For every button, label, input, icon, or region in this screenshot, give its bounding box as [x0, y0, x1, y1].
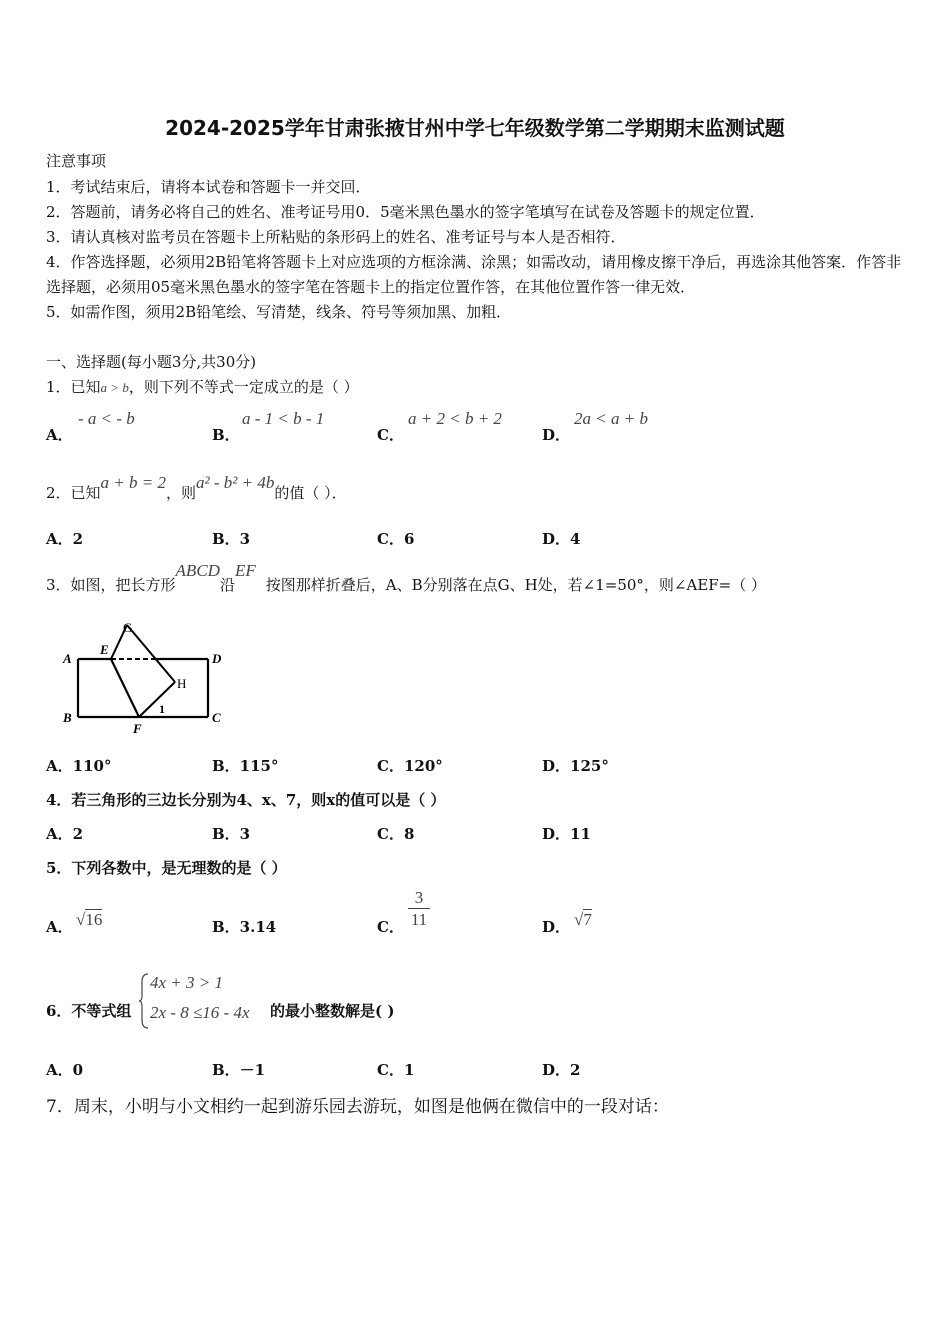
q2-post: 的值（ ）． [274, 484, 347, 502]
q3-option-d: D．125° [542, 757, 609, 775]
q5-option-a [76, 910, 102, 930]
q1-option-b-label: B． [212, 426, 240, 444]
page-title: 2024-2025学年甘肃张掖甘州中学七年级数学第二学期期末监测试题 [165, 116, 785, 140]
q5-option-d-label: D． [542, 918, 571, 936]
q3-option-c: C．120° [377, 757, 443, 775]
label-b: B [63, 710, 72, 725]
q3-mid: 沿 [219, 576, 235, 594]
notice-item-2: 2．答题前，请务必将自己的姓名、准考证号用0．5毫米黑色墨水的签字笔填写在试卷及答题卡的规定位置． [46, 203, 765, 221]
q5-option-c [408, 888, 430, 931]
notice-item-1: 1．考试结束后，请将本试卷和答题卡一并交回． [46, 178, 371, 196]
q5-option-b: B．3.14 [212, 918, 277, 936]
q1-option-c-label: C． [377, 426, 404, 444]
q2-expression: a² - b² + 4b [196, 473, 275, 492]
q2-option-d: D．4 [542, 530, 581, 548]
q2-pre: 2．已知 [46, 484, 101, 502]
q3-option-b: B．115° [212, 757, 279, 775]
q5-c-numerator: 3 [408, 888, 430, 909]
q2-option-b: B．3 [212, 530, 251, 548]
q4-option-b: B．3 [212, 825, 251, 843]
q4-option-c: C．8 [377, 825, 415, 843]
question-6-post: 的最小整数解是( ) [270, 1002, 395, 1020]
q6-option-d: D．2 [542, 1061, 581, 1079]
q6-option-b: B．－1 [212, 1061, 266, 1079]
question-3 [46, 560, 767, 594]
question-7: 7．周末，小明与小文相约一起到游乐园去游玩，如图是他俩在微信中的一段对话： [46, 1097, 669, 1117]
q3-option-a: A．110° [46, 757, 112, 775]
q6-option-c: C．1 [377, 1061, 415, 1079]
q2-option-c: C．6 [377, 530, 415, 548]
q5-d-radicand: 7 [583, 910, 592, 929]
label-e: E [100, 642, 109, 657]
fold-line-ef [111, 659, 139, 717]
q4-option-a: A．2 [46, 825, 84, 843]
q5-option-a-label: A． [46, 918, 73, 936]
notice-item-4: 4．作答选择题，必须用2B铅笔将答题卡上对应选项的方框涂满、涂黑；如需改动，请用橡皮擦干净后，再选涂其他答案．作答非选择题，必须用05毫米黑色墨水的签字笔在答题卡上的指定位置作答，在其他位置作答一律无效． [46, 253, 902, 296]
label-c: C [212, 710, 221, 725]
question-4: 4．若三角形的三边长分别为4、x、7，则x的值可以是（ ） [46, 791, 446, 809]
label-a: A [63, 651, 72, 666]
q3-pre: 3．如图，把长方形 [46, 576, 176, 594]
q2-mid: ，则 [166, 484, 197, 502]
q5-option-c-label: C． [377, 918, 404, 936]
q3-fold-line: EF [234, 561, 256, 580]
q1-option-a-label: A． [46, 426, 73, 444]
question-6-pre: 6．不等式组 [46, 1002, 132, 1020]
segment-hf [139, 682, 175, 717]
sqrt-icon: √ [76, 910, 86, 929]
q3-post: 按图那样折叠后，A、B分别落在点G、H处，若∠1=50°，则∠AEF=（ ） [265, 576, 767, 594]
label-d: D [212, 651, 222, 666]
brace-icon [138, 972, 150, 1030]
q1-option-d: 2a < a + b [574, 409, 648, 428]
q3-figure [58, 612, 233, 740]
q2-option-a: A．2 [46, 530, 84, 548]
label-h: H [177, 676, 187, 691]
q1-option-d-label: D． [542, 426, 571, 444]
question-5: 5．下列各数中，是无理数的是（ ） [46, 859, 287, 877]
q1-option-b: a - 1 < b - 1 [242, 409, 325, 428]
notice-item-5: 5．如需作图，须用2B铅笔绘、写清楚，线条、符号等须加黑、加粗． [46, 303, 512, 321]
question-2 [46, 472, 347, 502]
q6-option-a: A．0 [46, 1061, 84, 1079]
label-g: G [123, 620, 133, 635]
segment-gh [127, 625, 175, 682]
q1-pre: 1．已知 [46, 378, 101, 396]
label-angle-1: 1 [159, 702, 165, 716]
q1-post: ，则下列不等式一定成立的是（ ） [128, 378, 359, 396]
q1-option-c: a + 2 < b + 2 [408, 409, 502, 428]
question-1 [46, 376, 359, 397]
label-f: F [133, 721, 142, 736]
sqrt-icon: √ [574, 910, 584, 929]
q5-c-denominator: 11 [410, 910, 428, 929]
q6-inequality-2: 2x - 8 ≤16 - 4x [150, 1003, 250, 1022]
q3-rect-name: ABCD [175, 561, 220, 580]
section-heading: 一、选择题(每小题3分,共30分) [46, 353, 257, 371]
q2-condition: a + b = 2 [100, 473, 166, 492]
notice-heading: 注意事项 [46, 152, 107, 170]
q5-a-radicand: 16 [85, 910, 103, 929]
q6-inequality-1: 4x + 3 > 1 [150, 973, 223, 992]
q5-option-d [574, 910, 592, 930]
q4-option-d: D．11 [542, 825, 591, 843]
notice-item-3: 3．请认真核对监考员在答题卡上所粘贴的条形码上的姓名、准考证号与本人是否相符． [46, 228, 626, 246]
q1-option-a: - a < - b [78, 409, 135, 428]
q1-condition: a > b [100, 380, 129, 395]
